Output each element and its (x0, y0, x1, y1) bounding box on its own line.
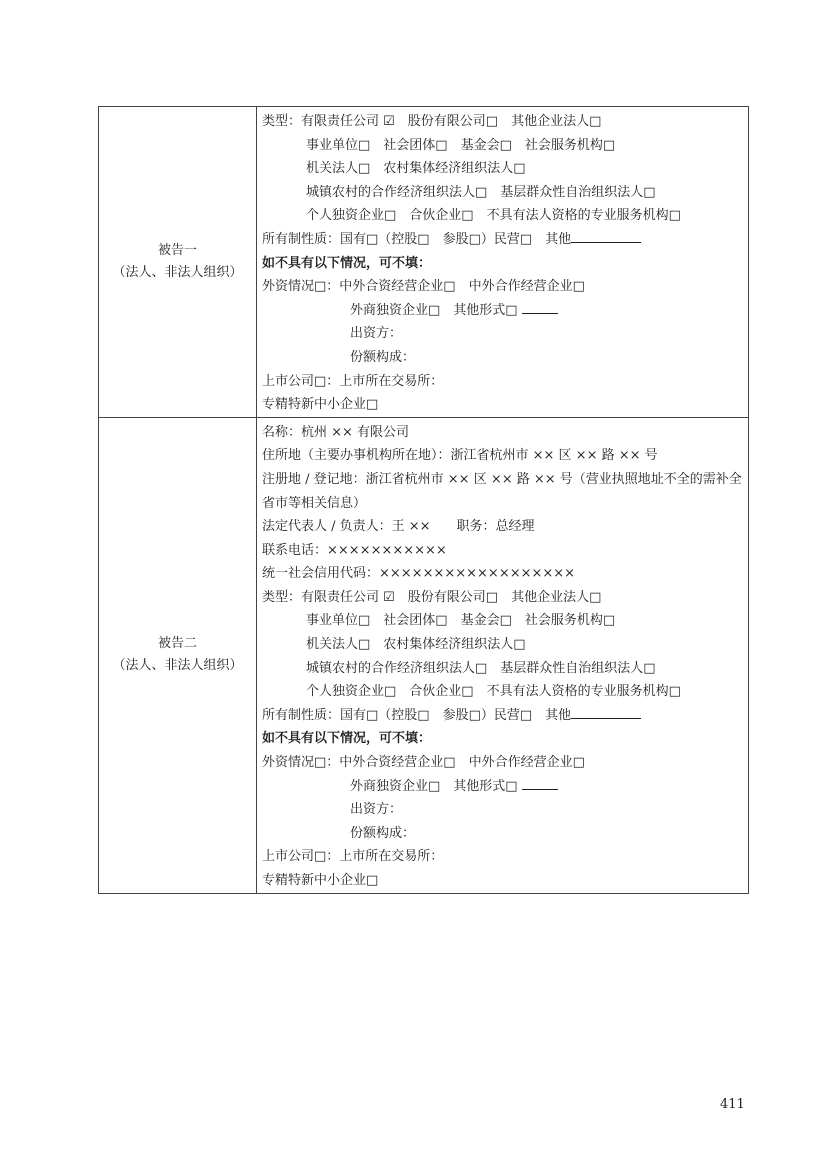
d1-srdi-line: 专精特新中小企业□ (262, 397, 379, 413)
d2-foreign-other-line (262, 775, 748, 799)
d2-share-line: 份额构成： (350, 825, 416, 841)
d2-legal-rep-line: 法定代表人 / 负责人：王 ×× 职务：总经理 (262, 519, 535, 535)
d1-share-line: 份额构成： (350, 349, 416, 365)
d1-type-line: 机关法人□ 农村集体经济组织法人□ (306, 161, 526, 177)
d1-type-line: 事业单位□ 社会团体□ 基金会□ 社会服务机构□ (306, 137, 616, 153)
d2-type-line: 个人独资企业□ 合伙企业□ 不具有法人资格的专业服务机构□ (306, 684, 681, 700)
d2-listed-line: 上市公司□：上市所在交易所： (262, 849, 444, 865)
d1-type-line: 类型：有限责任公司 ☑ 股份有限公司□ 其他企业法人□ (262, 114, 602, 129)
defendant-info-table (98, 106, 749, 894)
d1-foreign-other-blank[interactable] (522, 299, 558, 314)
d2-investor-line: 出资方： (350, 802, 403, 818)
d1-listed-line: 上市公司□：上市所在交易所： (262, 373, 444, 389)
d2-optional-note: 如不具有以下情况，可不填： (262, 731, 432, 747)
d2-credit-code-line: 统一社会信用代码：×××××××××××××××××× (262, 566, 576, 582)
d1-ownership-text: 所有制性质：国有□（控股□ 参股□）民营□ 其他 (262, 231, 572, 247)
d2-type-line: 城镇农村的合作经济组织法人□ 基层群众性自治组织法人□ (306, 660, 656, 676)
d2-phone-line: 联系电话：××××××××××× (262, 542, 447, 558)
d2-ownership-text: 所有制性质：国有□（控股□ 参股□）民营□ 其他 (262, 707, 572, 723)
d2-foreign-other-text: 外商独资企业□ 其他形式□ (350, 778, 518, 794)
d2-type-line: 事业单位□ 社会团体□ 基金会□ 社会服务机构□ (306, 613, 616, 629)
d2-name-line: 名称：杭州 ×× 有限公司 (262, 424, 410, 440)
defendant2-label-cell (99, 417, 257, 893)
d1-foreign-line: 外资情况□：中外合资经营企业□ 中外合作经营企业□ (262, 279, 585, 295)
d1-ownership-line (262, 228, 748, 252)
d2-type-line: 类型：有限责任公司 ☑ 股份有限公司□ 其他企业法人□ (262, 589, 602, 605)
d2-ownership-line (262, 704, 748, 728)
d1-other-blank[interactable] (571, 228, 641, 243)
d1-type-line: 城镇农村的合作经济组织法人□ 基层群众性自治组织法人□ (306, 184, 656, 200)
d1-investor-line: 出资方： (350, 326, 403, 342)
d2-foreign-other-blank[interactable] (522, 775, 558, 790)
d2-registered-line: 注册地 / 登记地：浙江省杭州市 ×× 区 ×× 路 ×× 号（营业执照地址不全的需补全省市等相关信息） (262, 471, 742, 511)
defendant1-label: 被告一 (157, 242, 197, 258)
d2-type-line: 机关法人□ 农村集体经济组织法人□ (306, 637, 526, 653)
d1-type-line: 个人独资企业□ 合伙企业□ 不具有法人资格的专业服务机构□ (306, 208, 681, 224)
defendant2-row (99, 417, 749, 893)
page-number: 411 (720, 1097, 745, 1112)
d1-foreign-other-text: 外商独资企业□ 其他形式□ (350, 302, 518, 318)
d2-address-line: 住所地（主要办事机构所在地）：浙江省杭州市 ×× 区 ×× 路 ×× 号 (262, 448, 658, 464)
defendant1-row (99, 107, 749, 418)
defendant2-label: 被告二 (157, 636, 197, 652)
d2-foreign-line: 外资情况□：中外合资经营企业□ 中外合作经营企业□ (262, 755, 585, 771)
d2-srdi-line: 专精特新中小企业□ (262, 873, 379, 888)
d1-foreign-other-line (262, 299, 748, 323)
defendant1-sublabel: （法人、非法人组织） (112, 264, 243, 280)
d1-optional-note: 如不具有以下情况，可不填： (262, 255, 432, 271)
defendant2-content (257, 417, 749, 893)
defendant2-sublabel: （法人、非法人组织） (112, 658, 243, 674)
d2-other-blank[interactable] (571, 704, 641, 719)
defendant1-label-cell (99, 107, 257, 418)
defendant1-content (257, 107, 749, 418)
